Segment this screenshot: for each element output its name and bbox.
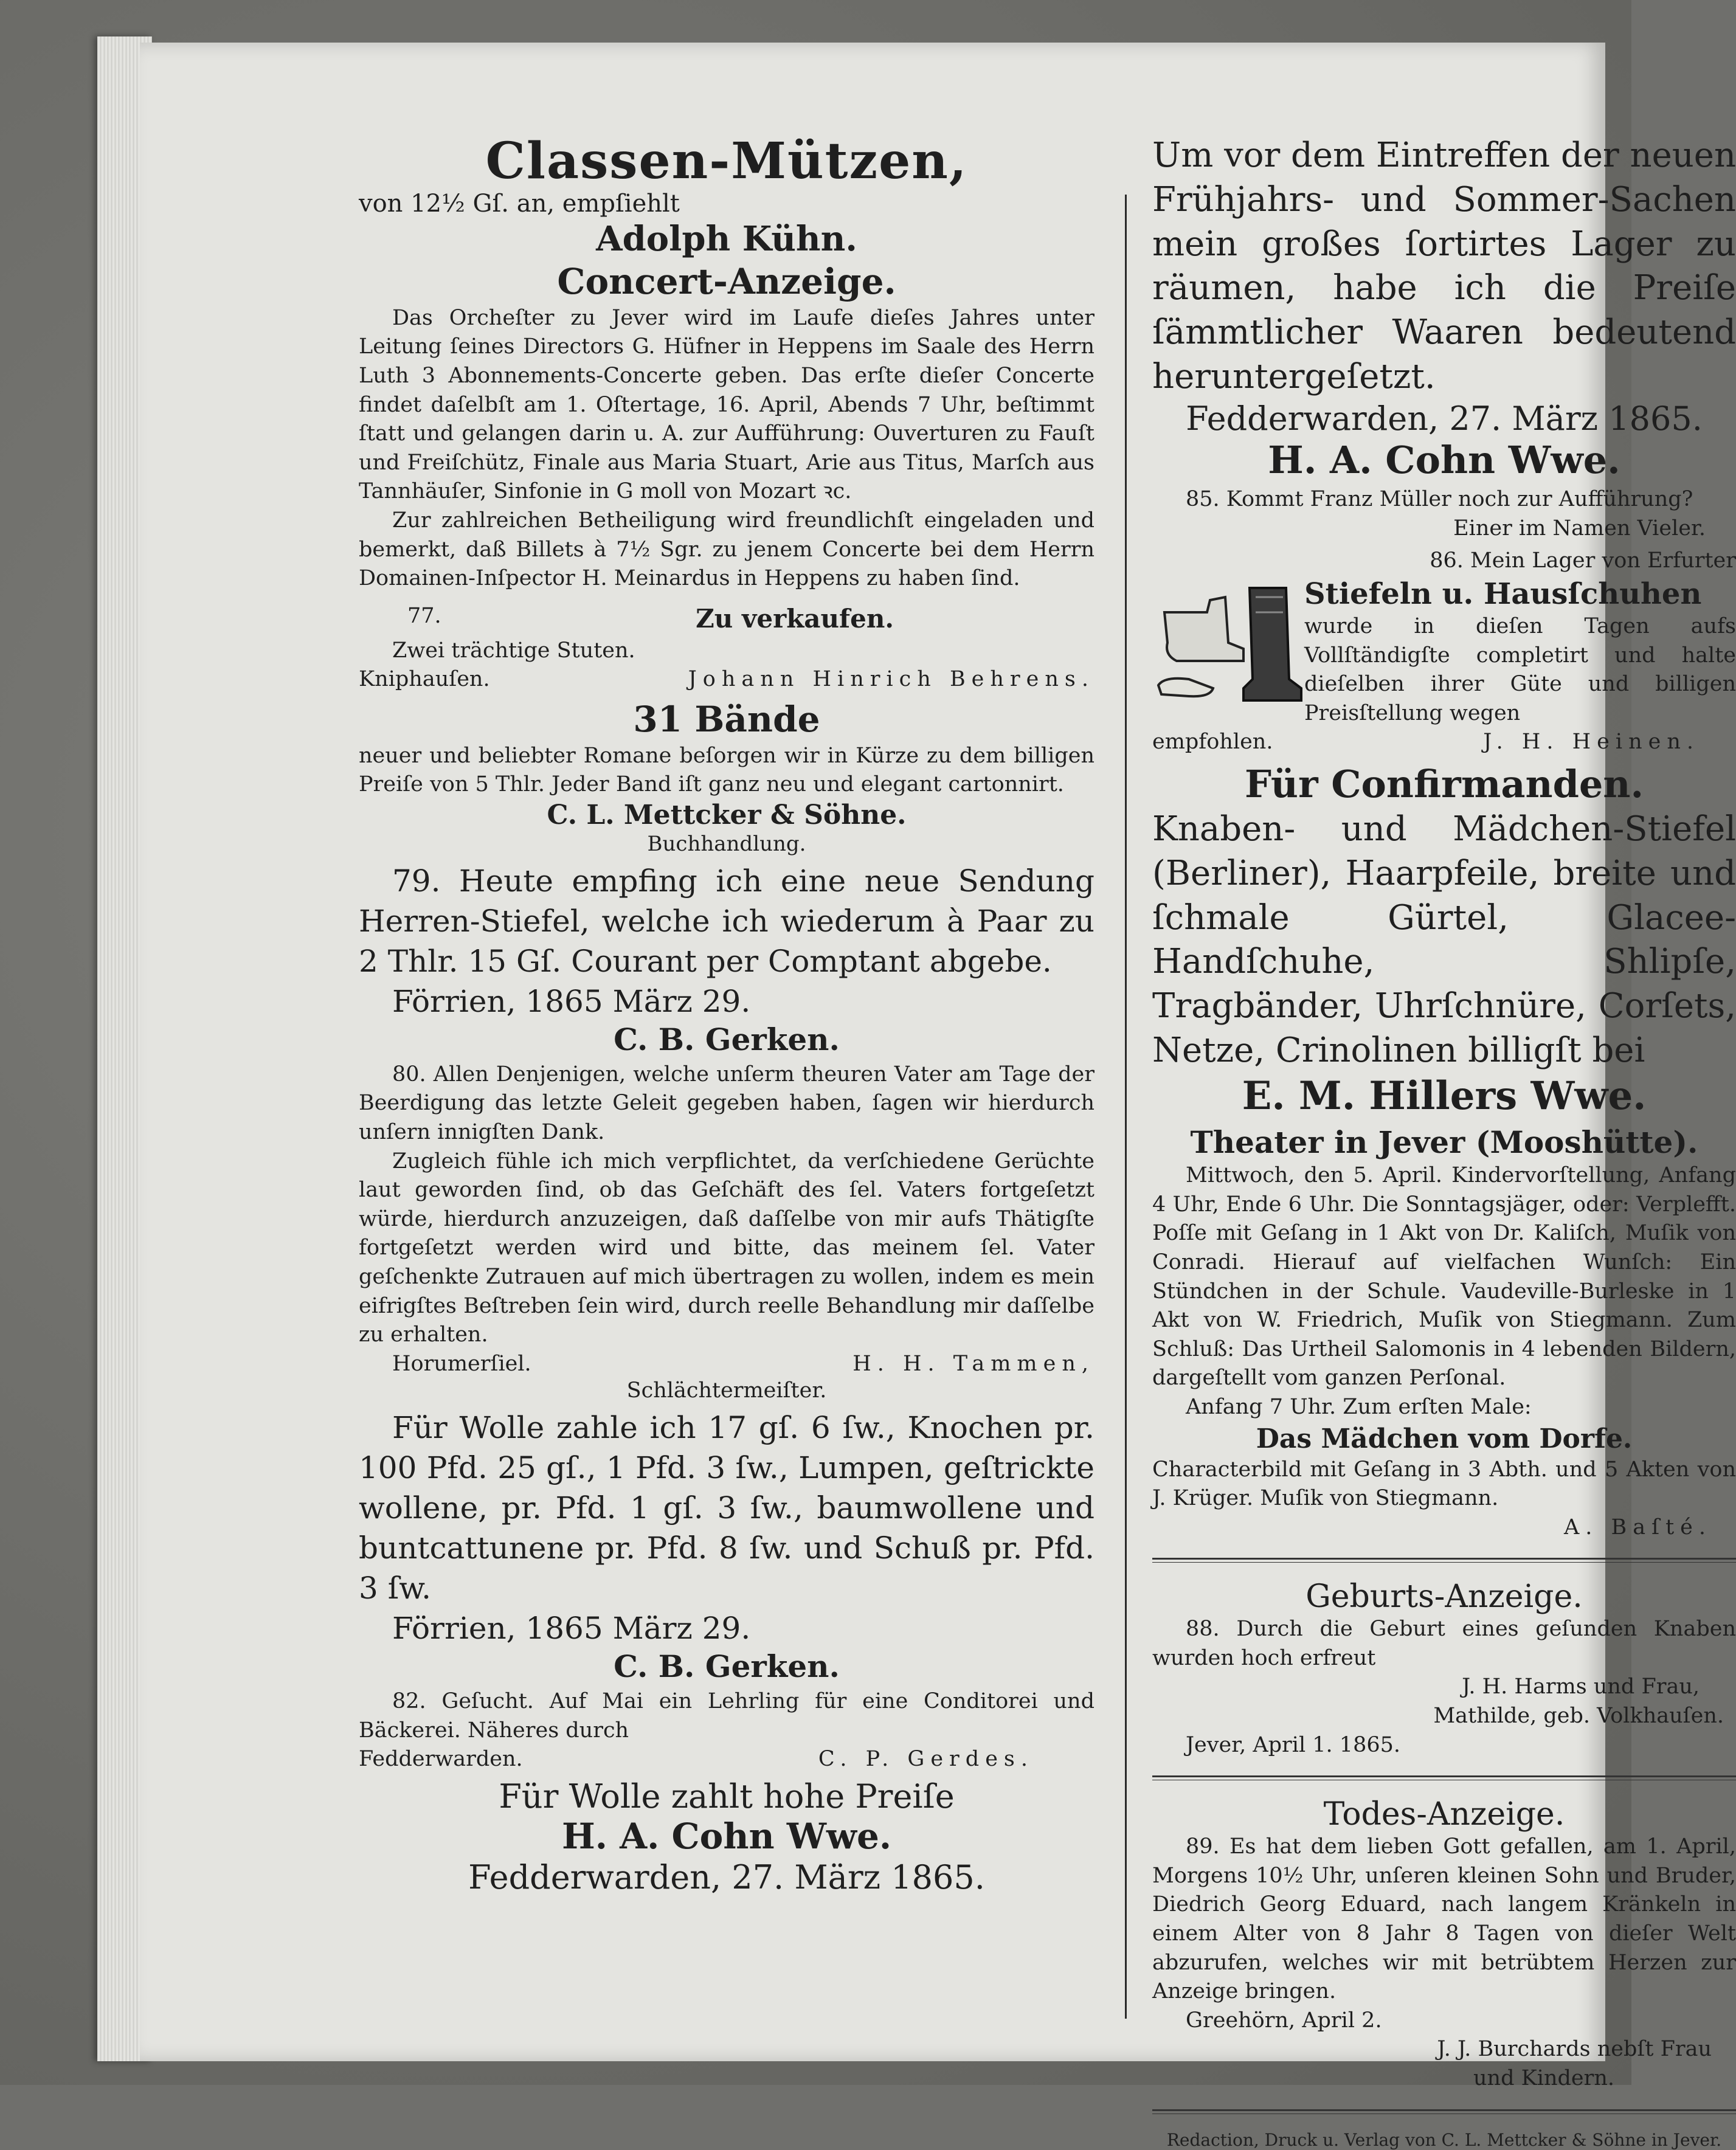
ad-vendor: C. B. Gerken.: [614, 1021, 840, 1057]
column-divider: [1125, 195, 1127, 2019]
ad-title: Zu verkaufen.: [696, 603, 894, 634]
ad-text: neuer und beliebter Romane beſorgen wir in Kürze zu dem billigen Preiſe von 5 Thlr. Jeder Band iſt ganz neu und elegant cartonnirt.: [359, 743, 1095, 797]
ad-text: 79. Heute empfing ich eine neue Sendung Herren-Stiefel, welche ich wiederum à Paar zu 2 Thlr. 15 Gſ. Courant per Comptant abgebe.: [359, 863, 1095, 979]
ad-77-zu-verkaufen: [359, 602, 1095, 694]
ad-dateline: Fedderwarden, 27. März 1865.: [1186, 399, 1703, 438]
ad-signature: Einer im Namen Vieler.: [1453, 516, 1706, 541]
ad-confirmanden: [1152, 761, 1736, 1120]
ad-signature-row: [359, 1350, 1095, 1378]
ad-86-stiefeln: [1152, 547, 1736, 756]
ad-todes-anzeige: [1152, 1796, 1736, 2093]
ad-title: Todes-Anzeige.: [1323, 1796, 1565, 1833]
ad-vendor: H. A. Cohn Wwe.: [1268, 437, 1620, 482]
ad-paragraph: Zur zahlreichen Betheiligung wird freundlichſt eingeladen und bemerkt, daß Billets à 7½ Sgr. zu jenem Concerte bei dem Herrn Domainen-Inſpector H. Meinardus in Heppens zu haben ſind.: [359, 508, 1095, 591]
ad-paragraph: Anfang 7 Uhr. Zum erſten Male:: [1186, 1394, 1532, 1419]
ad-title: 31 Bände: [633, 699, 820, 741]
ad-80-dank: [359, 1060, 1095, 1403]
ad-vendor: C. B. Gerken.: [614, 1648, 840, 1685]
newspaper-page: [140, 43, 1736, 2150]
ad-dateline: Greehörn, April 2.: [1186, 2008, 1382, 2033]
ad-31-baende: [359, 697, 1095, 856]
imprint-line: Redaction, Druck u. Verlag von C. L. Mettcker & Söhne in Jever.: [1166, 2129, 1722, 2150]
ad-signature: J. H. Harms und Frau,: [1462, 1675, 1700, 1699]
ad-signature-row: [359, 1745, 1095, 1774]
ad-85-franz-mueller: [1152, 485, 1736, 543]
ad-wolle-cohn: [359, 1777, 1095, 1896]
ad-signature: Johann Hinrich Behrens.: [688, 667, 1095, 692]
ad-play-title: Das Mädchen vom Dorfe.: [1256, 1423, 1633, 1454]
ad-signature: und Kindern.: [1473, 2066, 1614, 2090]
ad-title: Theater in Jever (Mooshütte).: [1190, 1124, 1698, 1160]
ad-text: wurde in dieſen Tagen aufs Vollſtändigſte completirt und halte dieſelben ihrer Güte und billigen Preisſtellung wegen: [1304, 614, 1736, 725]
ad-text: Für Wolle zahle ich 17 gſ. 6 ſw., Knochen pr. 100 Pfd. 25 gſ., 1 Pfd. 3 ſw., Lumpen, geſtrickte wollene, pr. Pfd. 1 gſ. 3 ſw., baumwollene und buntcattunene pr. Pfd. 8 ſw. und Schuß pr. Pfd. 3 ſw.: [359, 1410, 1095, 1606]
ad-paragraph: Characterbild mit Geſang in 3 Abth. und 5 Akten von J. Krüger. Muſik von Stiegmann.: [1152, 1457, 1736, 1511]
right-column: [1152, 134, 1736, 2150]
ad-text: 82. Geſucht. Auf Mai ein Lehrling für eine Conditorei und Bäckerei. Näheres durch: [359, 1689, 1095, 1743]
ad-dateline: Förrien, 1865 März 29.: [392, 983, 751, 1019]
ad-theater: [1152, 1124, 1736, 1543]
ad-vendor: E. M. Hillers Wwe.: [1242, 1073, 1647, 1119]
ad-vendor: H. A. Cohn Wwe.: [561, 1816, 892, 1858]
ad-vendor-sub: Buchhandlung.: [647, 831, 806, 856]
ad-heading-row: [359, 602, 1095, 637]
ad-text: Knaben- und Mädchen-Stiefel (Berliner), Haarpfeile, breite und ſchmale Gürtel, Glacee-Handſchuhe, Shlipſe, Tragbänder, Uhrſchnüre, Corſets, Netze, Crinolinen billigſt bei: [1152, 809, 1736, 1071]
ad-signature: J. J. Burchards nebſt Frau: [1437, 2037, 1712, 2062]
ad-wolle-gerken: [359, 1408, 1095, 1685]
ad-signature: C. P. Gerdes.: [818, 1747, 1034, 1772]
ad-dateline: Fedderwarden, 27. März 1865.: [468, 1858, 985, 1897]
ad-title: Geburts-Anzeige.: [1305, 1578, 1583, 1616]
ad-signature-sub: Schlächtermeiſter.: [626, 1378, 827, 1403]
ad-paragraph: 80. Allen Denjenigen, welche unſerm theuren Vater am Tage der Beerdigung das letzte Geleit gegeben haben, ſagen wir hierdurch unſern innigſten Dank.: [359, 1062, 1095, 1145]
ad-text: 89. Es hat dem lieben Gott gefallen, am 1. April, Morgens 10½ Uhr, unſeren kleinen Sohn und Bruder, Diedrich Georg Eduard, nach langem Kränkeln in einem Alter von 8 Jahr 8 Tagen von dieſer Welt abzurufen, welches wir mit betrübtem Herzen zur Anzeige bringen.: [1152, 1834, 1736, 2004]
left-column: [359, 134, 1095, 1896]
ad-cohn-sale: [1152, 134, 1736, 483]
ad-price-line: von 12½ Gſ. an, empſiehlt: [359, 190, 680, 218]
ad-signature: H. H. Tammen,: [852, 1351, 1095, 1376]
ad-text: Um vor dem Eintreffen der neuen Frühjahrs- und Sommer-Sachen mein großes ſortirtes Lager zu räumen, habe ich die Preiſe ſämmtlicher Waaren bedeutend heruntergeſetzt.: [1152, 136, 1736, 396]
imprint-divider: [1152, 2109, 1736, 2114]
ad-place: Horumerſiel.: [392, 1351, 531, 1376]
section-divider: [1152, 1558, 1736, 1563]
ad-intro: 86. Mein Lager von Erfurter: [1430, 548, 1736, 573]
ad-place: Kniphauſen.: [359, 667, 490, 692]
ad-title: Concert-Anzeige.: [557, 261, 896, 303]
ad-paragraph: Zugleich fühle ich mich verpflichtet, da verſchiedene Gerüchte laut geworden ſind, ob das Geſchäft des ſel. Vaters fortgeſetzt würde, hierdurch anzuzeigen, daß daſſelbe von mir aufs Thätigſte fortgeſetzt werden wird und bitte, das meinem ſel. Vater geſchenkte Zutrauen auf mich übertragen zu wollen, indem es mein eifrigſtes Beſtreben ſein wird, durch reelle Behandlung mir daſſelbe zu erhalten.: [359, 1149, 1095, 1347]
ad-text: 85. Kommt Franz Müller noch zur Aufführung?: [1186, 487, 1693, 512]
ad-dateline: Förrien, 1865 März 29.: [392, 1611, 751, 1647]
ad-concert: [359, 260, 1095, 593]
ad-signature-row: [1152, 728, 1736, 756]
ad-paragraph: Mittwoch, den 5. April. Kindervorſtellung, Anfang 4 Uhr, Ende 6 Uhr. Die Sonntagsjäger, oder: Verplefft. Poſſe mit Geſang in 1 Akt von Dr. Kaliſch, Muſik von Conradi. Hierauf auf vielfachen Wunſch: Ein Stündchen in der Schule. Vaudeville-Burleske in 1 Akt von W. Friedrich, Muſik von Stiegmann. Zum Schluß: Das Urtheil Salomonis in 4 lebenden Bildern, dargeſtellt vom ganzen Perſonal.: [1152, 1163, 1736, 1391]
ad-geburts-anzeige: [1152, 1578, 1736, 1760]
ad-signature: A. Baſté.: [1564, 1515, 1712, 1540]
boots-row: [1152, 576, 1736, 728]
ad-title: Für Confirmanden.: [1244, 761, 1644, 806]
ad-vendor: Adolph Kühn.: [596, 219, 857, 260]
boots-text: [1304, 576, 1736, 728]
ad-text: Zwei trächtige Stuten.: [392, 638, 635, 663]
ad-signature: J. H. Heinen.: [1483, 730, 1700, 755]
ad-dateline: Jever, April 1. 1865.: [1186, 1732, 1401, 1757]
ad-number: 77.: [407, 603, 441, 628]
ad-signature: Mathilde, geb. Volkhauſen.: [1433, 1704, 1724, 1729]
ad-title: Classen-Mützen,: [485, 132, 968, 190]
ad-place: Fedderwarden.: [359, 1747, 523, 1772]
ad-classen-muetzen: [359, 134, 1095, 260]
ad-title: Stiefeln u. Hausſchuhen: [1304, 576, 1702, 611]
section-divider: [1152, 1775, 1736, 1780]
ad-end: empfohlen.: [1152, 730, 1273, 755]
ad-signature-row: [359, 665, 1095, 694]
ad-paragraph: Das Orcheſter zu Jever wird im Laufe dieſes Jahres unter Leitung ſeines Directors G. Hüfner in Heppens im Saale des Herrn Luth 3 Abonnements-Concerte geben. Das erſte dieſer Concerte findet daſelbſt am 1. Oſtertage, 16. April, Abends 7 Uhr, beſtimmt ſtatt und gelangen darin u. A. zur Aufführung: Ouverturen zu Fauſt und Freiſchütz, Finale aus Maria Stuart, Arie aus Titus, Marſch aus Tannhäuſer, Sinfonie in G moll von Mozart ꝛc.: [359, 305, 1095, 504]
ad-82-gesucht: [359, 1687, 1095, 1774]
ad-text: 88. Durch die Geburt eines geſunden Knaben wurden hoch erfreut: [1152, 1617, 1736, 1670]
ad-vendor: C. L. Mettcker & Söhne.: [547, 800, 907, 831]
ad-79-herren-stiefel: [359, 861, 1095, 1058]
boots-illustration-icon: [1152, 576, 1304, 716]
ad-text: Für Wolle zahlt hohe Preiſe: [499, 1777, 955, 1816]
